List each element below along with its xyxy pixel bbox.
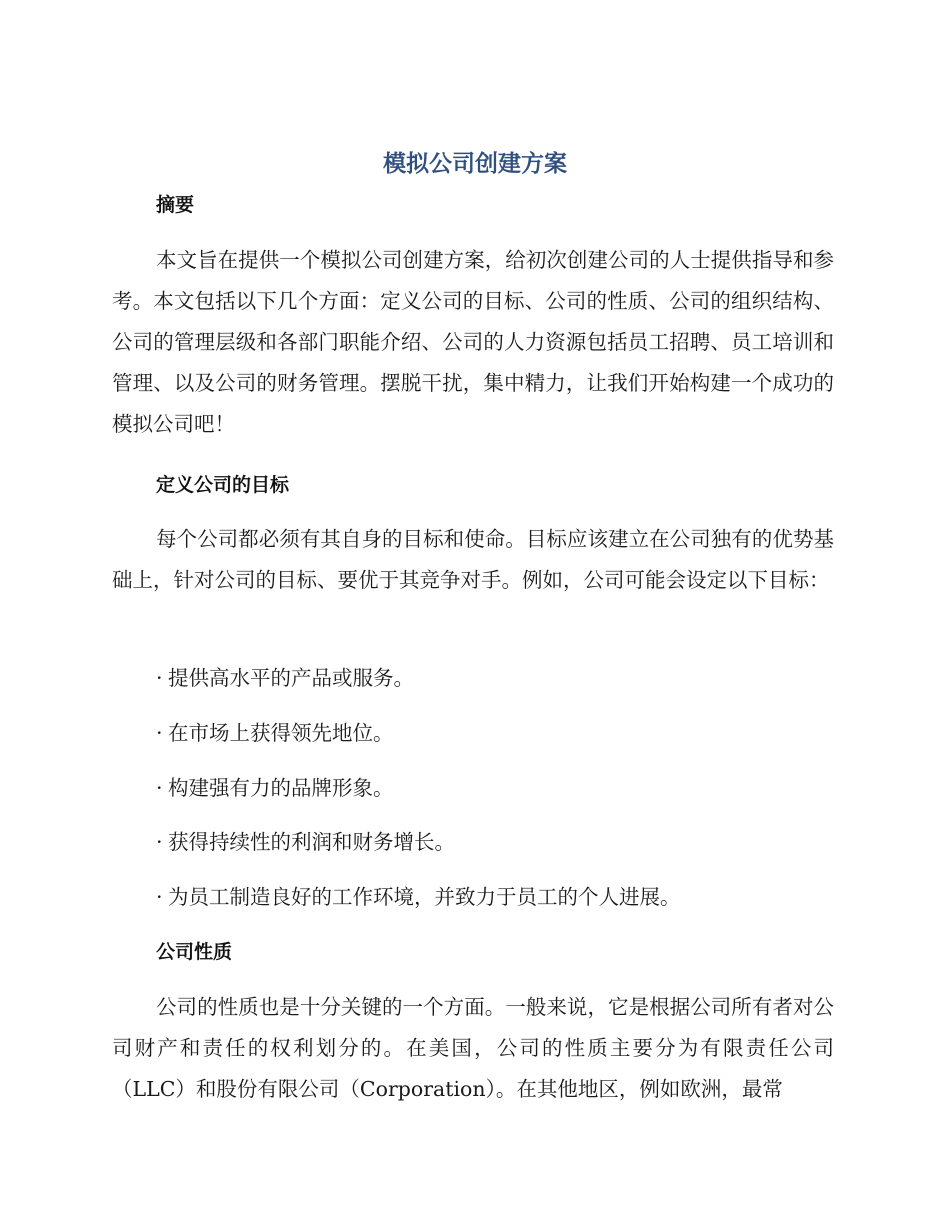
bullet-marker: · bbox=[156, 885, 163, 909]
nature-heading: 公司性质 bbox=[156, 941, 233, 963]
document-title: 模拟公司创建方案 bbox=[383, 151, 567, 177]
bullet-marker: · bbox=[156, 830, 163, 854]
abstract-heading: 摘要 bbox=[156, 194, 195, 216]
bullet-marker: · bbox=[156, 721, 163, 745]
goals-paragraph: 每个公司都必须有其自身的目标和使命。目标应该建立在公司独有的优势基础上，针对公司的目标、要优于其竞争对手。例如，公司可能会设定以下目标： bbox=[112, 527, 834, 592]
goals-heading: 定义公司的目标 bbox=[156, 474, 290, 496]
list-item-text: 在市场上获得领先地位。 bbox=[168, 721, 394, 745]
list-item-text: 提供高水平的产品或服务。 bbox=[168, 666, 414, 690]
bullet-marker: · bbox=[156, 666, 163, 690]
abstract-paragraph: 本文旨在提供一个模拟公司创建方案，给初次创建公司的人士提供指导和参考。本文包括以下几个方面：定义公司的目标、公司的性质、公司的组织结构、公司的管理层级和各部门职能介绍、公司的人力资源包括员工招聘、员工培训和管理、以及公司的财务管理。摆脱干扰，集中精力，让我们开始构建一个成功的模拟公司吧！ bbox=[112, 248, 834, 436]
list-item-text: 获得持续性的利润和财务增长。 bbox=[168, 830, 455, 854]
list-item bbox=[156, 773, 394, 803]
list-item bbox=[156, 718, 394, 748]
bullet-marker: · bbox=[156, 776, 163, 800]
list-item bbox=[156, 882, 681, 912]
list-item bbox=[156, 827, 455, 857]
nature-paragraph: 公司的性质也是十分关键的一个方面。一般来说，它是根据公司所有者对公司财产和责任的权利划分的。在美国，公司的性质主要分为有限责任公司（LLC）和股份有限公司（Corporation）。在其他地区，例如欧洲，最常 bbox=[112, 995, 834, 1101]
list-item-text: 构建强有力的品牌形象。 bbox=[168, 776, 394, 800]
list-item-text: 为员工制造良好的工作环境，并致力于员工的个人进展。 bbox=[168, 885, 681, 909]
list-item bbox=[156, 663, 414, 693]
